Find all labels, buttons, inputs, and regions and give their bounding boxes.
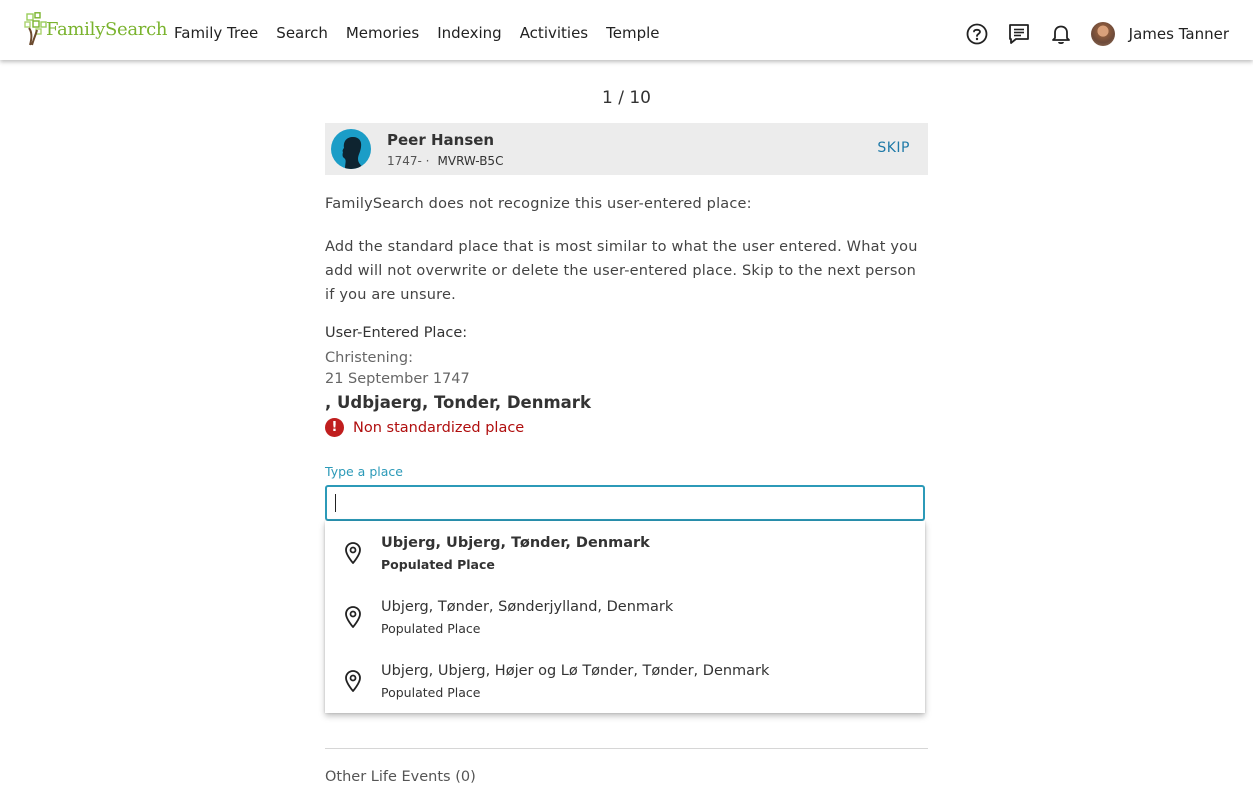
suggestion-type: Populated Place [381, 621, 481, 636]
nav-memories[interactable]: Memories [345, 24, 420, 42]
suggestion-type: Populated Place [381, 557, 495, 572]
notifications-icon[interactable] [1049, 22, 1073, 46]
logo-text: FamilySearch [46, 19, 168, 40]
suggestion-title: Ubjerg, Tønder, Sønderjylland, Denmark [381, 599, 674, 615]
person-lifespan: 1747- · [387, 154, 430, 168]
intro-text: FamilySearch does not recognize this user-entered place: [325, 196, 752, 212]
user-name[interactable]: James Tanner [1128, 25, 1229, 43]
place-suggestions-dropdown [325, 521, 925, 713]
event-place: , Udbjaerg, Tonder, Denmark [325, 393, 591, 412]
suggestion-type: Populated Place [381, 685, 481, 700]
help-icon[interactable] [965, 22, 989, 46]
map-pin-icon [343, 541, 363, 565]
user-avatar[interactable] [1091, 22, 1115, 46]
skip-button[interactable]: SKIP [877, 140, 910, 156]
instructions-text: Add the standard place that is most similar to what the user entered. What you add will not overwrite or delete the user-entered place. Skip to the next person if you are unsure. [325, 239, 918, 303]
nav-family-tree[interactable]: Family Tree [174, 24, 259, 42]
nav-indexing[interactable]: Indexing [437, 24, 502, 42]
map-pin-icon [343, 669, 363, 693]
other-life-events-section[interactable]: Other Life Events (0) [325, 769, 476, 785]
place-input[interactable] [325, 485, 925, 521]
event-type: Christening: [325, 350, 413, 366]
user-entered-place-label: User-Entered Place: [325, 325, 468, 341]
top-header [0, 0, 1253, 60]
person-silhouette-icon [331, 129, 371, 169]
header-actions [947, 22, 1229, 46]
nav-search[interactable]: Search [276, 24, 328, 42]
nav-temple[interactable]: Temple [606, 24, 660, 42]
person-name[interactable]: Peer Hansen [387, 131, 495, 149]
section-divider [325, 748, 928, 749]
event-date: 21 September 1747 [325, 371, 470, 387]
person-card [325, 123, 928, 175]
suggestion-title: Ubjerg, Ubjerg, Højer og Lø Tønder, Tønder, Denmark [381, 663, 770, 679]
suggestion-option[interactable] [325, 521, 925, 585]
text-caret [335, 494, 336, 512]
error-icon: ! [325, 418, 344, 437]
suggestion-title: Ubjerg, Ubjerg, Tønder, Denmark [381, 535, 650, 551]
suggestion-option[interactable] [325, 585, 925, 649]
person-meta [387, 154, 503, 168]
suggestion-option[interactable] [325, 649, 925, 713]
map-pin-icon [343, 605, 363, 629]
messages-icon[interactable] [1007, 22, 1031, 46]
family-tree-logo-icon [24, 12, 48, 46]
warning-text: Non standardized place [353, 419, 525, 436]
person-id[interactable]: MVRW-B5C [437, 154, 504, 168]
nav-activities[interactable]: Activities [519, 24, 589, 42]
main-nav [174, 24, 678, 42]
progress-counter: 1 / 10 [602, 88, 651, 108]
familysearch-logo[interactable] [24, 10, 167, 46]
place-input-label: Type a place [325, 464, 403, 479]
warning-message [325, 418, 524, 437]
